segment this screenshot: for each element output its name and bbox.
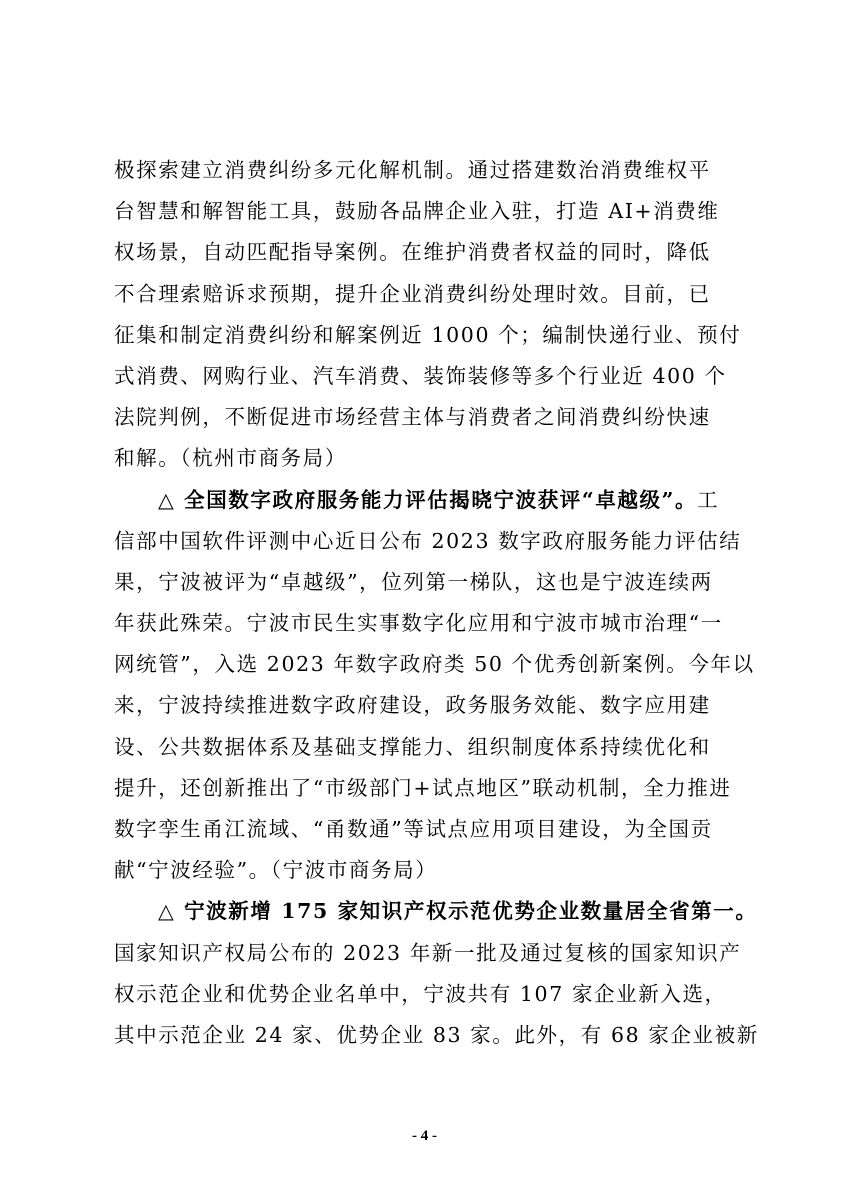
text-line: 权场景，自动匹配指导案例。在维护消费者权益的同时，降低 xyxy=(114,240,711,265)
text-line: 式消费、网购行业、汽车消费、装饰装修等多个行业近 400 个 xyxy=(114,363,727,388)
text-line: 设、公共数据体系及基础支撑能力、组织制度体系持续优化和 xyxy=(114,734,711,759)
paragraph-heading-line xyxy=(114,891,758,932)
text-line: 网统管”，入选 2023 年数字政府类 50 个优秀创新案例。今年以 xyxy=(114,652,755,677)
text-line: 年获此殊荣。宁波市民生实事数字化应用和宁波市城市治理“一 xyxy=(114,611,723,636)
text-line: 献“宁波经验”。（宁波市商务局） xyxy=(114,858,438,883)
text-line: 其中示范企业 24 家、优势企业 83 家。此外，有 68 家企业被新 xyxy=(114,1022,759,1047)
text-line: 和解。（杭州市商务局） xyxy=(114,446,347,471)
page-number: - 4 - xyxy=(412,1128,437,1144)
text-line: 提升，还创新推出了“市级部门+试点地区”联动机制，全力推进 xyxy=(114,775,732,800)
text-line: 来，宁波持续推进数字政府建设，政务服务效能、数字应用建 xyxy=(114,693,711,718)
text-line: 数字孪生甬江流域、“甬数通”等试点应用项目建设，为全国贡 xyxy=(114,817,713,841)
paragraph-heading: △ 宁波新增 175 家知识产权示范优势企业数量居全省第一。 xyxy=(158,899,758,924)
text-line: 国家知识产权局公布的 2023 年新一批及通过复核的国家知识产 xyxy=(114,940,742,965)
text-line: 法院判例，不断促进市场经营主体与消费者之间消费纠纷快速 xyxy=(114,405,711,430)
text-line: 极探索建立消费纠纷多元化解机制。通过搭建数治消费维权平 xyxy=(114,158,711,182)
paragraph-heading: △ 全国数字政府服务能力评估揭晓宁波获评“卓越级”。 xyxy=(158,487,698,512)
text-line: 权示范企业和优势企业名单中，宁波共有 107 家企业新入选， xyxy=(114,981,727,1006)
paragraph-heading-line xyxy=(114,480,754,521)
heading-tail-text: 工 xyxy=(697,487,720,512)
text-line: 台智慧和解智能工具，鼓励各品牌企业入驻，打造 AI+消费维 xyxy=(114,199,720,224)
body-text xyxy=(114,150,759,1056)
text-line: 征集和制定消费纠纷和解案例近 1000 个；编制快递行业、预付 xyxy=(114,322,742,347)
text-line: 不合理索赔诉求预期，提升企业消费纠纷处理时效。目前，已 xyxy=(114,281,711,306)
text-line: 信部中国软件评测中心近日公布 2023 数字政府服务能力评估结 xyxy=(114,528,742,553)
text-line: 果，宁波被评为“卓越级”，位列第一梯队，这也是宁波连续两 xyxy=(114,569,713,594)
